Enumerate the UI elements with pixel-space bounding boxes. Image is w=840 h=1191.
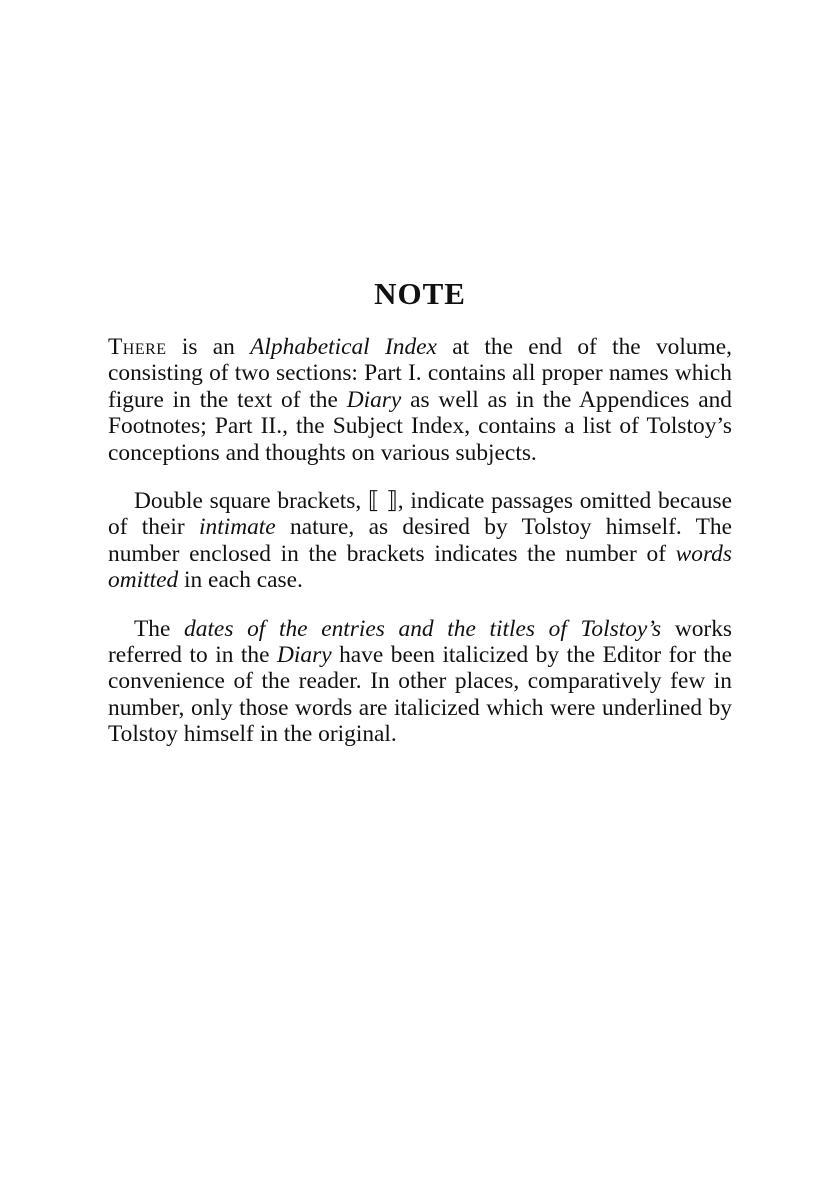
paragraph-italics-note: [108, 616, 732, 748]
text-segment: in each case.: [178, 567, 303, 594]
text-segment: The: [134, 615, 185, 642]
text-segment: is an: [166, 334, 251, 360]
note-page: [108, 276, 732, 770]
page-title: NOTE: [374, 276, 466, 311]
italic-segment: dates of the entries and the titles of Tolstoy’s: [184, 615, 662, 642]
paragraph-brackets-note: [108, 488, 732, 594]
lead-word: There: [108, 334, 167, 360]
text-segment: as well as in the Appendices and Footnotes; Part II., the Subject Index, contains a list of Tolstoy’s conceptions and thoughts on various subjects.: [108, 386, 732, 466]
italic-segment: Diary: [277, 642, 332, 669]
italic-segment: Diary: [346, 386, 402, 413]
text-segment: nature, as desired by Tolstoy himself. The number enclosed in the brackets indicates the number of: [108, 514, 733, 567]
text-segment: at the end of the volume, consisting of two sections: Part I. contains all proper names which figure in the text of the: [108, 334, 732, 413]
text-segment: have been italicized by the Editor for the convenience of the reader. In other places, comparatively few in number, only those words are italicized which were underlined by Tolstoy himself in the original.: [108, 642, 732, 748]
text-segment: works referred to in the: [108, 615, 733, 669]
italic-segment: Alphabetical Index: [250, 334, 437, 360]
italic-segment: intimate: [199, 514, 276, 541]
text-segment: Double square brackets, ⟦ ⟧, indicate passages omitted because of their: [108, 488, 732, 541]
paragraph-index-note: [108, 334, 732, 466]
italic-segment: words omitted: [108, 540, 732, 594]
